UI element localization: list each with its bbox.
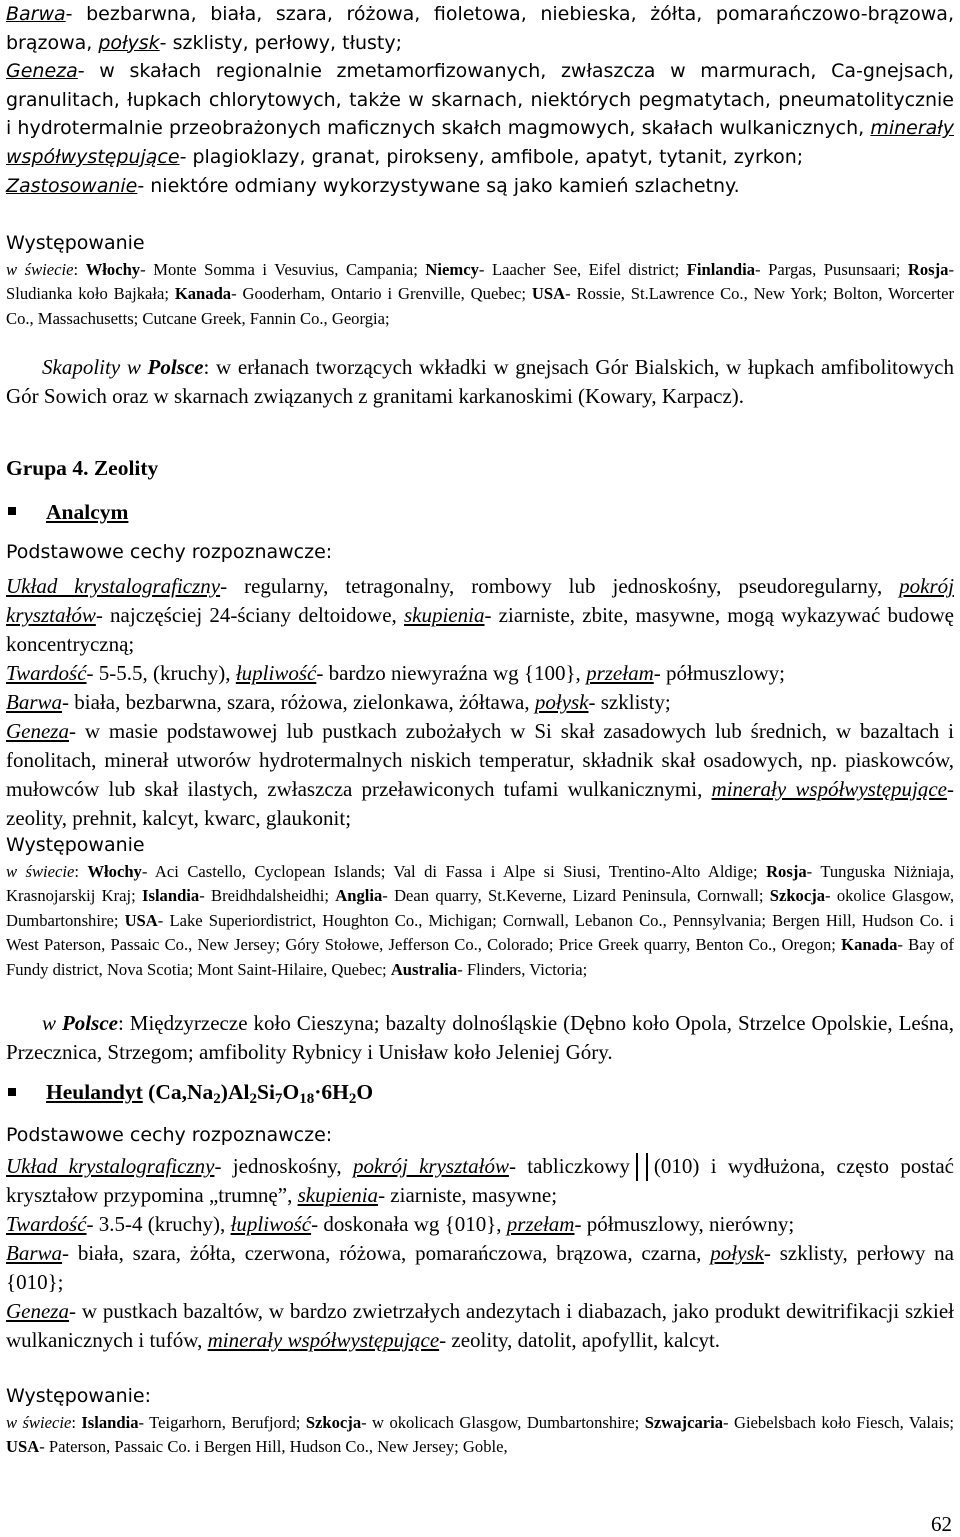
geneza-label: Geneza — [6, 60, 78, 83]
skapolit-poland-occurrence: Skapolity w Polsce: w erłanach tworzących wkładki w gnejsach Gór Bialskich, w łupkach amfibolitowych Gór Sowich oraz w skarnach związanych z granitami karkanoskimi (Kowary, Karpacz). — [6, 355, 954, 408]
analcym-wystepowanie-heading: Występowanie — [6, 834, 145, 856]
polysk-label: połysk — [98, 31, 160, 54]
group-heading: Grupa 4. Zeolity — [6, 456, 159, 480]
zastosowanie-label: Zastosowanie — [6, 174, 138, 197]
skapolit-properties — [6, 0, 954, 200]
heulandyt-pcs-heading: Podstawowe cechy rozpoznawcze: — [6, 1124, 333, 1146]
analcym-properties: Układ krystalograficzny- regularny, tetragonalny, rombowy lub jednoskośny, pseudoregularny, pokrój kryształów- najczęściej 24-ściany deltoidowe, skupienia- ziarniste, zbite, masywne, mogą wykazywać budowę koncentryczną; Twardość- 5-5.5, (kruchy), łupliwość- bardzo niewyraźna wg {100}, przełam- półmuszlowy; Barwa- biała, bezbarwna, szara, różowa, zielonkawa, żółtawa, połysk- szklisty; Geneza- w masie podstawowej lub pustkach zubożałych w Si skał zasadowych lub średnich, w bazaltach i fonolitach, minerał utworów hydrotermalnych niskich temperatur, składnik skał osadowych, np. piaskowców, mułowców lub skał ilastych, zwłaszcza przeławiconych tufami wulkanicznymi, minerały współwystępujące- zeolity, prehnit, kalcyt, kwarc, glaukonit; — [6, 574, 954, 830]
bullet-icon — [8, 1088, 16, 1096]
world-label: w świecie — [6, 260, 74, 279]
heulandyt-title: Heulandyt $(Ca,Na_2)Al_2Si_7O_{18}\cdot 6H_2O$ — [46, 1080, 374, 1107]
barwa-text: - bezbarwna, biała, szara, różowa, fioletowa, niebieska, żółta, pomarańczowo-brązowa, brązowa, — [6, 3, 954, 54]
barwa-label: Barwa — [6, 3, 66, 25]
heulandyt-properties: Układ krystalograficzny- jednoskośny, pokrój kryształów- tabliczkowy (010) i wydłużona, często postać kryształow przypomina „trumnę”, skupienia- ziarniste, masywne; Twardość- 3.5-4 (kruchy), łupliwość- doskonała wg {010}, przełam- półmuszlowy, nierówny; Barwa- biała, szara, żółta, czerwona, różowa, pomarańczowa, brązowa, czarna, połysk- szklisty, perłowy na {010}; Geneza- w pustkach bazaltów, w bardzo zwietrzałych andezytach i diabazach, jako produkt dewitrifikacji szkieł wulkanicznych i tufów, minerały współwystępujące- zeolity, datolit, apofyllit, kalcyt. — [6, 1154, 955, 1352]
bullet-icon — [8, 507, 16, 515]
analcym-title: Analcym — [46, 500, 129, 524]
analcym-world-occurrence: w świecie: Włochy- Aci Castello, Cyclopean Islands; Val di Fassa i Alpe si Siusi, Trentino-Alto Aldige; Rosja- Tunguska Niżniaja, Krasnojarskij Kraj; Islandia- Breidhdalsheidhi; Anglia- Dean quarry, St.Keverne, Lizard Peninsula, Cornwall; Szkocja- okolice Glasgow, Dumbartonshire; USA- Lake Superiordistrict, Houghton Co., Michigan; Cornwall, Lebanon Co., Pennsylvania; Bergen Hill, Hudson Co. i West Paterson, Passaic Co., New Jersey; Góry Stołowe, Jefferson Co., Colorado; Price Greek quarry, Benton Co., Oregon; Kanada- Bay of Fundy district, Nova Scotia; Mont Saint-Hilaire, Quebec; Australia- Flinders, Victoria; — [6, 862, 954, 979]
heulandyt-world-occurrence: w świecie: Islandia- Teigarhorn, Berufjord; Szkocja- w okolicach Glasgow, Dumbartonshire; Szwajcaria- Giebelsbach koło Fiesch, Valais; USA- Paterson, Passaic Co. i Bergen Hill, Hudson Co., New Jersey; Goble, — [6, 1413, 955, 1457]
skapolit-world-occurrence: w świecie: Włochy- Monte Somma i Vesuvius, Campania; Niemcy- Laacher See, Eifel district; Finlandia- Pargas, Pusunsaari; Rosja- Sludianka koło Bajkała; Kanada- Gooderham, Ontario i Grenville, Quebec; USA- Rossie, St.Lawrence Co., New York; Bolton, Worcerter Co., Massachusetts; Cutcane Greek, Fannin Co., Georgia; — [6, 260, 955, 328]
world-list: Włochy- Monte Somma i Vesuvius, Campania; Niemcy- Laacher See, Eifel district; Finlandia- Pargas, Pusunsaari; Rosja- Sludianka koło Bajkała; Kanada- Gooderham, Ontario i Grenville, Quebec; USA- Rossie, St.Lawrence Co., New York; Bolton, Worcerter Co., Massachusetts; Cutcane Greek, Fannin Co., Georgia; — [6, 260, 955, 328]
mineraly-label: minerały współwystępujące — [6, 117, 954, 168]
mineraly-text: - plagioklazy, granat, pirokseny, amfibole, apatyt, tytanit, zyrkon; — [179, 145, 804, 168]
analcym-poland-occurrence: w Polsce: Międzyrzecze koło Cieszyna; bazalty dolnośląskie (Dębno koło Opola, Strzelce Opolskie, Leśna, Przecznica, Strzegom; amfibolity Rybnicy i Unisław koło Jeleniej Góry. — [6, 1011, 954, 1064]
polysk-text: - szklisty, perłowy, tłusty; — [159, 31, 403, 54]
wystepowanie-heading: Występowanie — [6, 232, 145, 254]
polska-label: Polsce — [147, 355, 204, 379]
heulandyt-wystepowanie-heading: Występowanie: — [6, 1385, 152, 1407]
geneza-text: - w skałach regionalnie zmetamorfizowanych, zwłaszcza w marmurach, Ca-gnejsach, granulitach, łupkach chlorytowych, także w skarnach, niektórych pegmatytach, pneumatolitycznie i hydrotermalnie przeobrażonych maficznych skałch magmowych, skałach wulkanicznych, — [6, 60, 954, 140]
analcym-pcs-heading: Podstawowe cechy rozpoznawcze: — [6, 541, 333, 563]
parallel-symbol-icon — [636, 1153, 648, 1181]
zastosowanie-text: - niektóre odmiany wykorzystywane są jako kamień szlachetny. — [137, 174, 740, 197]
page-number: 62 — [931, 1512, 952, 1536]
